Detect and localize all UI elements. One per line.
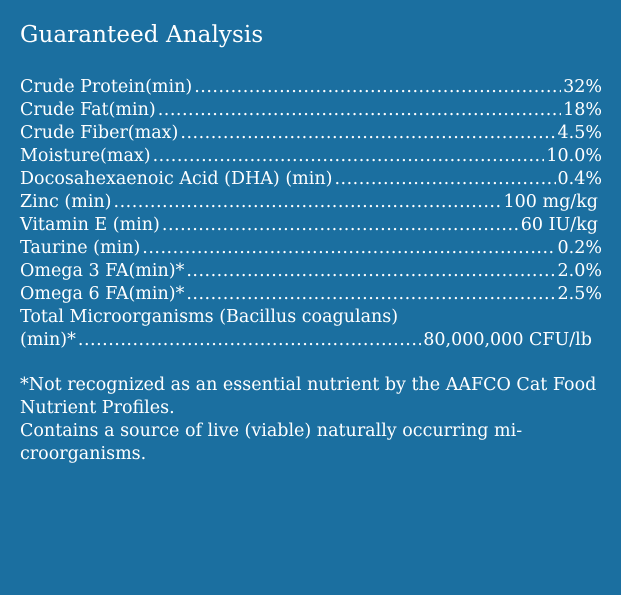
- panel-title: Guaranteed Analysis: [20, 22, 264, 48]
- nutrient-row-crude-protein: [20, 76, 602, 99]
- microorganisms-heading: Total Microorganisms (Bacillus coagulans): [20, 307, 399, 327]
- nutrient-list: [20, 76, 602, 352]
- nutrient-label: Taurine (min): [20, 238, 141, 258]
- footnotes: [20, 374, 602, 466]
- nutrient-label: Zinc (min): [20, 192, 112, 212]
- nutrient-row-crude-fiber: [20, 122, 602, 145]
- nutrient-value: 10.0%: [546, 146, 602, 166]
- nutrient-row-taurine: [20, 237, 602, 260]
- nutrient-value: 60 IU/kg: [520, 215, 598, 235]
- nutrient-label: Crude Fat(min): [20, 100, 156, 120]
- aafco-footnote: *Not recognized as an essential nutrient by the AAFCO Cat Food Nutrient Profiles.: [20, 375, 597, 418]
- dot-leader: [142, 237, 555, 260]
- nutrient-label: Vitamin E (min): [20, 215, 160, 235]
- nutrient-label: Moisture(max): [20, 146, 151, 166]
- guaranteed-analysis-panel: [20, 20, 602, 466]
- live-microorganisms-note: Contains a source of live (viable) naturally occurring mi-croorganisms.: [20, 421, 523, 464]
- nutrient-value: 4.5%: [557, 123, 602, 143]
- dot-leader: [153, 145, 545, 168]
- nutrient-row-zinc: [20, 191, 598, 214]
- dot-leader: [114, 191, 502, 214]
- nutrient-value: 0.4%: [557, 169, 602, 189]
- nutrient-value: 18%: [563, 100, 602, 120]
- nutrient-row-vitamin-e: [20, 214, 598, 237]
- dot-leader: [180, 122, 555, 145]
- nutrient-label: Docosahexaenoic Acid (DHA) (min): [20, 169, 333, 189]
- nutrient-row-microorganisms: [20, 329, 592, 352]
- nutrient-row-crude-fat: [20, 99, 602, 122]
- nutrient-value: 80,000,000 CFU/lb: [423, 330, 592, 350]
- nutrient-label: Crude Protein(min): [20, 77, 193, 97]
- nutrient-value: 32%: [563, 77, 602, 97]
- nutrient-label: Omega 6 FA(min)*: [20, 284, 185, 304]
- dot-leader: [334, 168, 555, 191]
- dot-leader: [194, 76, 561, 99]
- dot-leader: [186, 260, 555, 283]
- nutrient-label: Omega 3 FA(min)*: [20, 261, 185, 281]
- dot-leader: [78, 329, 421, 352]
- dot-leader: [158, 99, 561, 122]
- nutrient-value: 100 mg/kg: [503, 192, 598, 212]
- nutrient-row-dha: [20, 168, 602, 191]
- nutrient-label: (min)*: [20, 330, 76, 350]
- nutrient-row-omega-3: [20, 260, 602, 283]
- nutrient-row-moisture: [20, 145, 602, 168]
- dot-leader: [162, 214, 519, 237]
- nutrient-label: Crude Fiber(max): [20, 123, 179, 143]
- dot-leader: [186, 283, 555, 306]
- nutrient-value: 0.2%: [557, 238, 602, 258]
- nutrient-value: 2.5%: [557, 284, 602, 304]
- nutrient-row-omega-6: [20, 283, 602, 306]
- nutrient-value: 2.0%: [557, 261, 602, 281]
